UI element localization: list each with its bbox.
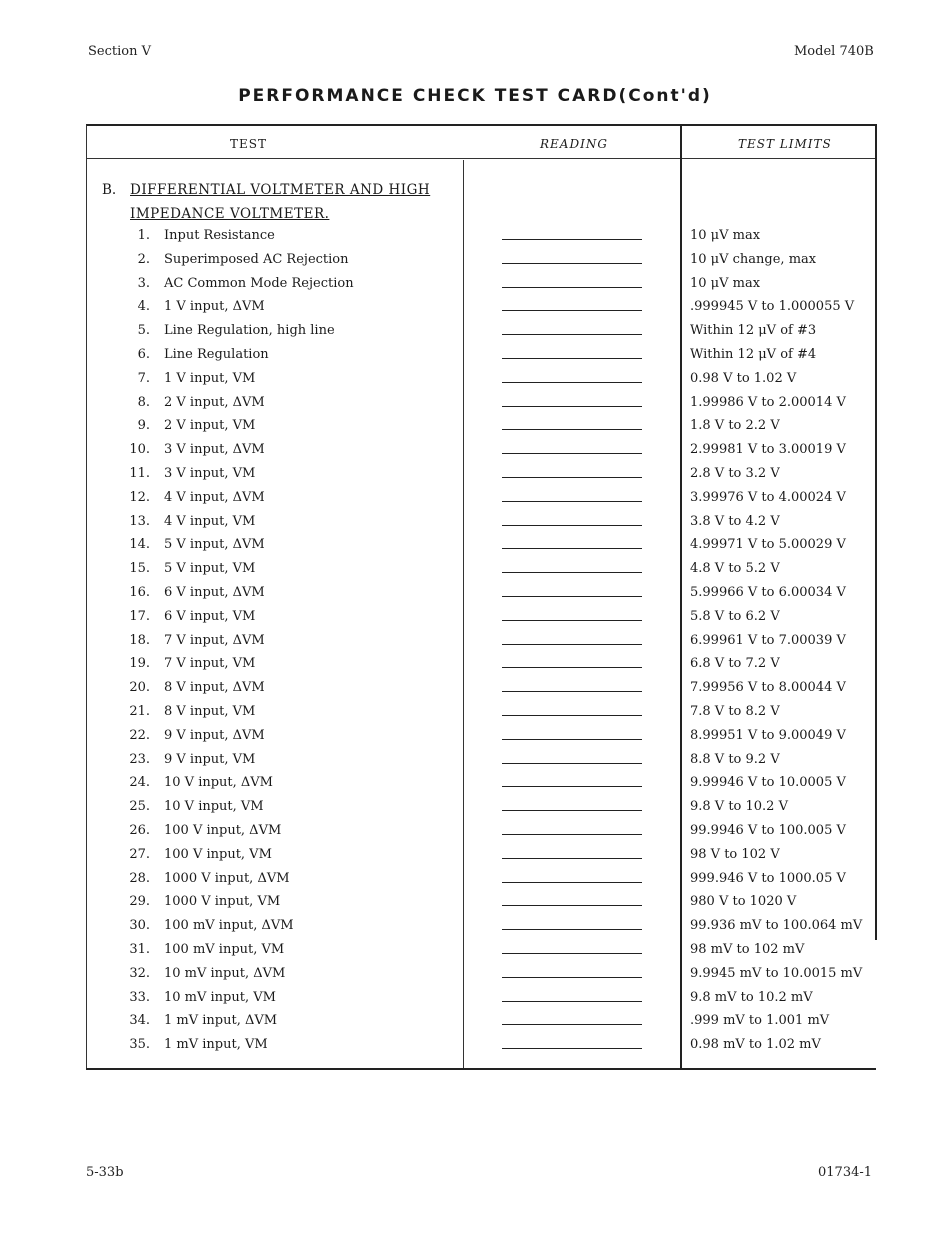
reading-blank[interactable] — [502, 858, 642, 859]
reading-blank[interactable] — [502, 905, 642, 906]
test-limit: 1.99986 V to 2.00014 V — [690, 394, 846, 410]
reading-blank[interactable] — [502, 1001, 642, 1002]
row-number: 22. — [129, 727, 150, 743]
row-number: 12. — [129, 489, 150, 505]
row-number: 5. — [137, 323, 150, 339]
row-number: 3. — [137, 275, 150, 291]
row-number: 26. — [129, 823, 150, 838]
test-label: 2 V input, ΔVM — [164, 394, 265, 410]
reading-blank[interactable] — [502, 263, 642, 264]
model-label: Model 740B — [794, 44, 874, 59]
section-title: DIFFERENTIAL VOLTMETER AND HIGH IMPEDANCE VOLTMETER. — [130, 182, 431, 222]
reading-blank[interactable] — [502, 596, 642, 597]
table-row — [0, 323, 950, 343]
reading-blank[interactable] — [502, 239, 642, 240]
test-label: 5 V input, VM — [164, 561, 256, 577]
table-row — [0, 871, 950, 891]
test-limit: 8.8 V to 9.2 V — [690, 751, 780, 767]
row-number: 11. — [129, 466, 150, 481]
table-row — [0, 371, 950, 391]
test-limit: 7.99956 V to 8.00044 V — [690, 680, 846, 696]
column-header-reading: READING — [540, 137, 608, 151]
reading-blank[interactable] — [502, 382, 642, 383]
table-row — [0, 514, 950, 534]
row-number: 4. — [137, 299, 150, 315]
test-label: 1 V input, ΔVM — [164, 299, 265, 315]
reading-blank[interactable] — [502, 739, 642, 740]
table-row — [0, 299, 950, 319]
test-limit: 2.8 V to 3.2 V — [690, 466, 780, 481]
reading-blank[interactable] — [502, 834, 642, 835]
reading-blank[interactable] — [502, 882, 642, 883]
reading-blank[interactable] — [502, 810, 642, 811]
table-row — [0, 752, 950, 772]
test-limit: 9.8 mV to 10.2 mV — [690, 989, 813, 1005]
table-row — [0, 276, 950, 296]
test-label: 1 V input, VM — [164, 370, 256, 386]
table-row — [0, 252, 950, 272]
table-row — [0, 633, 950, 653]
test-label: AC Common Mode Rejection — [164, 275, 354, 291]
reading-blank[interactable] — [502, 691, 642, 692]
table-row — [0, 490, 950, 510]
row-number: 25. — [129, 799, 150, 815]
table-row — [0, 918, 950, 938]
test-label: 5 V input, ΔVM — [164, 537, 265, 553]
test-label: 1000 V input, VM — [164, 894, 281, 910]
row-number: 16. — [129, 585, 150, 600]
table-row — [0, 728, 950, 748]
row-number: 32. — [129, 965, 150, 981]
section-label: Section V — [88, 44, 151, 59]
table-row — [0, 966, 950, 986]
table-row — [0, 680, 950, 700]
table-row — [0, 395, 950, 415]
row-number: 23. — [129, 751, 150, 767]
test-label: Line Regulation — [164, 347, 269, 362]
page-number: 5-33b — [86, 1165, 124, 1180]
table-row — [0, 847, 950, 867]
test-label: 8 V input, VM — [164, 704, 256, 719]
reading-blank[interactable] — [502, 977, 642, 978]
table-row — [0, 418, 950, 438]
test-limit: 6.8 V to 7.2 V — [690, 656, 780, 672]
reading-blank[interactable] — [502, 548, 642, 549]
test-limit: 5.99966 V to 6.00034 V — [690, 585, 846, 600]
test-limit: Within 12 μV of #3 — [690, 323, 817, 339]
reading-blank[interactable] — [502, 572, 642, 573]
test-label: Line Regulation, high line — [164, 323, 335, 339]
test-label: 4 V input, VM — [164, 513, 256, 529]
row-number: 14. — [129, 537, 150, 553]
table-row — [0, 537, 950, 557]
row-number: 35. — [129, 1037, 150, 1053]
table-row — [0, 1037, 950, 1057]
table-row — [0, 704, 950, 724]
reading-blank[interactable] — [502, 310, 642, 311]
test-label: 8 V input, ΔVM — [164, 680, 265, 696]
table-row — [0, 894, 950, 914]
test-label: 6 V input, ΔVM — [164, 585, 265, 600]
test-limit: 6.99961 V to 7.00039 V — [690, 632, 846, 648]
test-limit: 10 μV max — [690, 228, 761, 243]
test-limit: 0.98 V to 1.02 V — [690, 370, 797, 386]
row-number: 13. — [129, 513, 150, 529]
table-row — [0, 942, 950, 962]
test-label: 9 V input, ΔVM — [164, 727, 265, 743]
bottom-rule — [86, 1068, 876, 1070]
test-limit: 5.8 V to 6.2 V — [690, 608, 780, 624]
reading-blank[interactable] — [502, 406, 642, 407]
row-number: 1. — [137, 228, 150, 243]
test-limit: 10 μV change, max — [690, 251, 817, 267]
row-number: 8. — [137, 394, 150, 410]
table-row — [0, 442, 950, 462]
row-number: 7. — [137, 370, 150, 386]
section-letter: B. — [102, 182, 117, 198]
test-label: 100 mV input, VM — [164, 942, 285, 957]
row-number: 18. — [129, 632, 150, 648]
reading-blank[interactable] — [502, 1024, 642, 1025]
reading-blank[interactable] — [502, 953, 642, 954]
test-label: 100 V input, ΔVM — [164, 823, 282, 838]
test-limit: 7.8 V to 8.2 V — [690, 704, 780, 719]
row-number: 6. — [137, 347, 150, 362]
column-header-test: TEST — [230, 137, 267, 151]
test-limit: 99.936 mV to 100.064 mV — [690, 918, 863, 934]
page-title: PERFORMANCE CHECK TEST CARD(Cont'd) — [238, 86, 712, 106]
table-row — [0, 228, 950, 248]
row-number: 28. — [129, 870, 150, 886]
reading-blank[interactable] — [502, 715, 642, 716]
test-limit: 99.9946 V to 100.005 V — [690, 823, 846, 838]
test-limit: 980 V to 1020 V — [690, 894, 797, 910]
test-limit: 3.8 V to 4.2 V — [690, 513, 780, 529]
test-label: 6 V input, VM — [164, 608, 256, 624]
reading-blank[interactable] — [502, 501, 642, 502]
test-label: 3 V input, ΔVM — [164, 442, 265, 458]
test-label: Superimposed AC Rejection — [164, 251, 349, 267]
document-number: 01734-1 — [818, 1165, 873, 1180]
test-limit: 2.99981 V to 3.00019 V — [690, 442, 846, 458]
test-limit: 3.99976 V to 4.00024 V — [690, 489, 846, 505]
row-number: 10. — [129, 442, 150, 458]
column-header-limits: TEST LIMITS — [738, 137, 832, 151]
row-number: 29. — [129, 894, 150, 910]
test-limit: 9.99946 V to 10.0005 V — [690, 775, 846, 791]
reading-blank[interactable] — [502, 453, 642, 454]
reading-blank[interactable] — [502, 763, 642, 764]
reading-blank[interactable] — [502, 620, 642, 621]
test-limit: 0.98 mV to 1.02 mV — [690, 1037, 821, 1053]
test-limit: Within 12 μV of #4 — [690, 347, 817, 362]
test-label: Input Resistance — [164, 228, 275, 243]
header-divider — [86, 158, 876, 159]
table-row — [0, 990, 950, 1010]
row-number: 30. — [129, 918, 150, 934]
test-limit: .999945 V to 1.000055 V — [690, 299, 855, 315]
reading-blank[interactable] — [502, 287, 642, 288]
table-row — [0, 775, 950, 795]
test-limit: 9.9945 mV to 10.0015 mV — [690, 965, 863, 981]
row-number: 2. — [137, 251, 150, 267]
test-label: 2 V input, VM — [164, 418, 256, 434]
test-label: 100 V input, VM — [164, 846, 272, 862]
test-label: 10 mV input, VM — [164, 989, 276, 1005]
test-label: 4 V input, ΔVM — [164, 489, 265, 505]
test-limit: .999 mV to 1.001 mV — [690, 1013, 830, 1029]
reading-blank[interactable] — [502, 1048, 642, 1049]
test-label: 1 mV input, VM — [164, 1037, 268, 1053]
reading-blank[interactable] — [502, 429, 642, 430]
test-label: 7 V input, ΔVM — [164, 632, 265, 648]
test-label: 10 V input, ΔVM — [164, 775, 273, 791]
row-number: 31. — [129, 942, 150, 957]
table-row — [0, 799, 950, 819]
table-row — [0, 823, 950, 843]
test-label: 9 V input, VM — [164, 751, 256, 767]
row-number: 33. — [129, 989, 150, 1005]
table-row — [0, 466, 950, 486]
reading-blank[interactable] — [502, 786, 642, 787]
table-row — [0, 585, 950, 605]
reading-blank[interactable] — [502, 644, 642, 645]
row-number: 27. — [129, 846, 150, 862]
test-limit: 4.99971 V to 5.00029 V — [690, 537, 846, 553]
row-number: 20. — [129, 680, 150, 696]
reading-blank[interactable] — [502, 358, 642, 359]
row-number: 9. — [137, 418, 150, 434]
test-limit: 1.8 V to 2.2 V — [690, 418, 780, 434]
table-row — [0, 561, 950, 581]
table-row — [0, 347, 950, 367]
test-limit: 98 V to 102 V — [690, 846, 780, 862]
test-label: 7 V input, VM — [164, 656, 256, 672]
reading-blank[interactable] — [502, 667, 642, 668]
row-number: 19. — [129, 656, 150, 672]
row-number: 21. — [129, 704, 150, 719]
row-number: 15. — [129, 561, 150, 577]
test-limit: 999.946 V to 1000.05 V — [690, 870, 846, 886]
test-label: 100 mV input, ΔVM — [164, 918, 294, 934]
test-limit: 4.8 V to 5.2 V — [690, 561, 780, 577]
test-label: 10 V input, VM — [164, 799, 264, 815]
test-label: 1000 V input, ΔVM — [164, 870, 290, 886]
row-number: 34. — [129, 1013, 150, 1029]
test-label: 10 mV input, ΔVM — [164, 965, 286, 981]
reading-blank[interactable] — [502, 525, 642, 526]
table-row — [0, 1013, 950, 1033]
test-limit: 8.99951 V to 9.00049 V — [690, 727, 846, 743]
row-number: 17. — [129, 608, 150, 624]
test-limit: 98 mV to 102 mV — [690, 942, 805, 957]
test-limit: 10 μV max — [690, 275, 761, 291]
test-label: 3 V input, VM — [164, 466, 256, 481]
table-row — [0, 656, 950, 676]
reading-blank[interactable] — [502, 334, 642, 335]
reading-blank[interactable] — [502, 477, 642, 478]
reading-blank[interactable] — [502, 929, 642, 930]
test-label: 1 mV input, ΔVM — [164, 1013, 278, 1029]
test-limit: 9.8 V to 10.2 V — [690, 799, 788, 815]
table-row — [0, 609, 950, 629]
row-number: 24. — [129, 775, 150, 791]
